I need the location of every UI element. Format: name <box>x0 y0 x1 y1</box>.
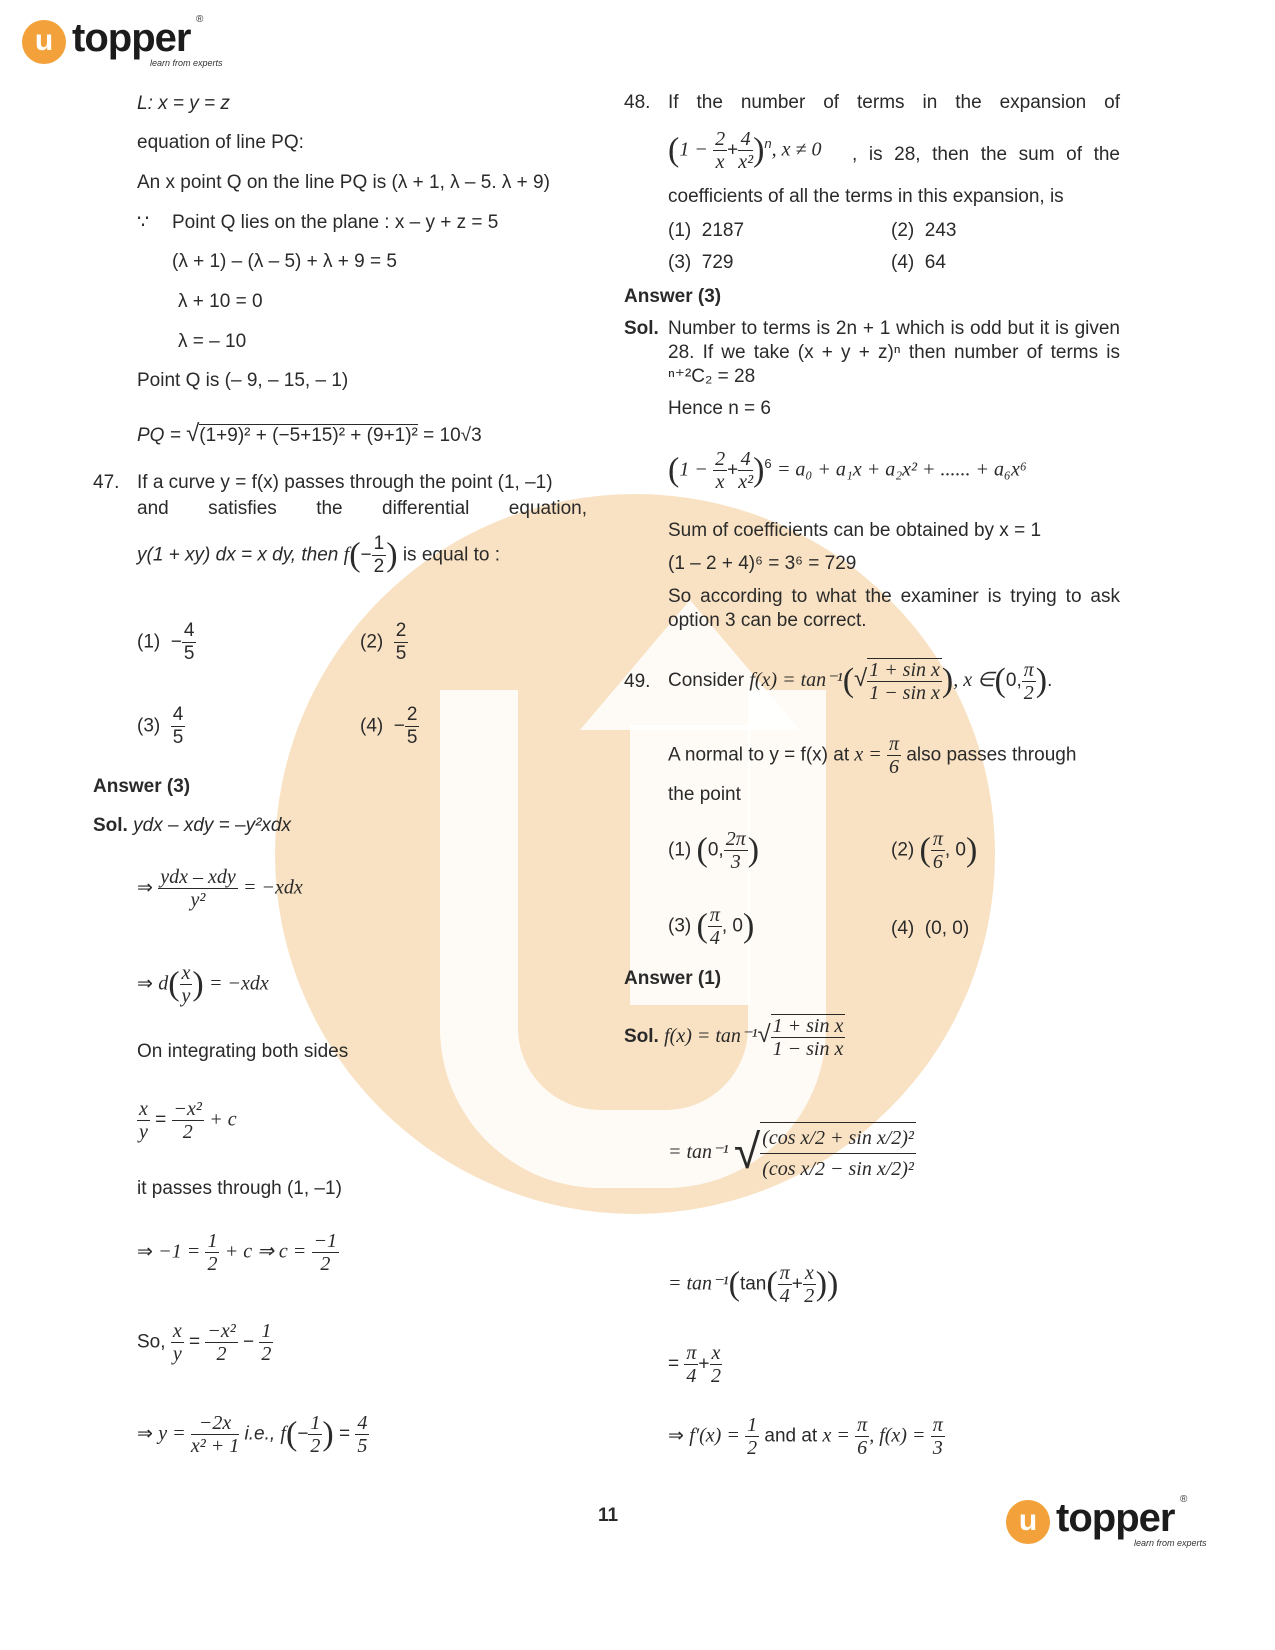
q49-s4-eq: = <box>668 1353 680 1375</box>
q47-step5-so: So, <box>137 1331 166 1353</box>
q49-s5-a: f′(x) = <box>689 1424 740 1447</box>
q47-step1 <box>137 866 303 911</box>
q47-step4-den: 2 <box>207 1253 218 1275</box>
implies-icon: ⇒ <box>137 973 153 995</box>
q47-step5-den: 2 <box>216 1343 227 1365</box>
q47-option-2 <box>360 620 408 665</box>
q47-step3: $\frac{x}{y}$ = $\frac{\text{−x²}}{2}$ + c <box>139 1098 237 1143</box>
q47-option-2-num: 2 <box>395 620 407 641</box>
q49-s5-d: 2 <box>747 1437 758 1459</box>
q47-answer: Answer (3) <box>93 776 191 797</box>
q48-expr-d2: x² <box>738 151 754 173</box>
q49-sol-line4 <box>668 1342 722 1387</box>
q48-expr-pow: n <box>764 136 772 152</box>
logo-wordmark: topper <box>72 16 191 60</box>
q47-option-1-sign: − <box>170 631 182 653</box>
implies-icon: ⇒ <box>137 1423 153 1445</box>
q47-option-4-num: 2 <box>406 704 418 725</box>
q47-option-3-den: 5 <box>172 727 184 748</box>
q47-step5-minus: − <box>243 1331 255 1353</box>
q47-option-3 <box>137 704 185 749</box>
q48-option-4-label: (4) <box>891 252 915 273</box>
pq-rhs: = 10√3 <box>423 425 482 446</box>
q49-s5-f: , f(x) = <box>869 1424 926 1447</box>
q47-step2-num: x <box>181 962 191 984</box>
q48-expr-n2: 4 <box>738 128 753 151</box>
line-l: L: x = y = z <box>137 93 230 114</box>
implies-icon: ⇒ <box>137 877 153 899</box>
q47-integrating: On integrating both sides <box>137 1041 349 1062</box>
q49-s3-tan: tan <box>739 1273 767 1295</box>
because-symbol: ∵ <box>137 212 150 233</box>
q49-normal-x: x = <box>854 743 882 766</box>
q49-normal-num: π <box>889 733 900 755</box>
q47-option-1 <box>137 620 196 665</box>
q47-option-1-den: 5 <box>183 643 195 664</box>
q49-dom-zero: 0, <box>1005 670 1022 692</box>
q47-sol-line: ydx – xdy = –y²xdx <box>133 815 291 836</box>
q47-step5-num2: 1 <box>261 1320 272 1342</box>
q47-step6-eq: = <box>339 1423 351 1445</box>
q48-exp-n2: 4 <box>738 448 753 471</box>
q47-solution-first <box>93 814 291 838</box>
q47-step3-rnum: −x² <box>173 1098 202 1120</box>
q49-rad-num: 1 + sin x <box>869 659 940 681</box>
line-plane: Point Q lies on the plane : x – y + z = 5 <box>172 212 499 233</box>
q49-dom-den: 2 <box>1023 681 1034 704</box>
pq-distance <box>137 422 482 448</box>
q47-line2: and satisfies the differential equation, <box>137 498 587 519</box>
q47-step4-rden: 2 <box>320 1253 331 1275</box>
page-number: 11 <box>598 1505 619 1526</box>
q47-arg-den: 2 <box>373 556 385 577</box>
q48-option-3-label: (3) <box>668 252 692 273</box>
q47-option-3-num: 4 <box>172 704 184 725</box>
q47-option-4-sign: − <box>393 715 405 737</box>
q47-option-2-den: 5 <box>395 643 407 664</box>
q49-option-2-label: (2) <box>891 839 915 861</box>
implies-icon: ⇒ <box>137 1241 153 1263</box>
q48-expr-cond: , x ≠ 0 <box>771 138 822 161</box>
q49-sol-line3: = tan⁻¹(tan( $\frac{\pi}{4}$ + $\frac{x}{2}$ )) <box>668 1262 839 1307</box>
sqrt-icon: √ <box>757 1021 771 1049</box>
q48-line1: If the number of terms in the expansion of <box>668 92 1120 113</box>
q49-s3-d1: 4 <box>779 1285 790 1307</box>
q47-step2-den: y <box>181 985 191 1007</box>
q47-line1: If a curve y = f(x) passes through the point (1, –1) <box>137 472 553 493</box>
q48-expr-d1: x <box>715 151 725 173</box>
q49-s4-d1: 4 <box>686 1365 697 1387</box>
q49-sol-rad-den: 1 − sin x <box>772 1038 844 1060</box>
line-point-q: An x point Q on the line PQ is (λ + 1, λ – 5. λ + 9) <box>137 172 550 193</box>
sqrt-icon: √ <box>186 420 200 447</box>
q47-step1-den: y² <box>190 889 206 911</box>
q49-f-def: f(x) = tan⁻¹ <box>749 669 843 692</box>
q48-sum-coeff: Sum of coefficients can be obtained by x = 1 <box>668 520 1042 541</box>
q47-step4-a: −1 = <box>158 1240 201 1263</box>
q47-number: 47. <box>93 472 120 493</box>
sqrt-icon: √ <box>854 665 868 693</box>
q48-exp-d1: x <box>715 471 725 493</box>
q48-option-3-value: 729 <box>701 252 734 273</box>
q49-s3-eq: = tan⁻¹ <box>668 1272 729 1295</box>
q48-hence: Hence n = 6 <box>668 398 771 419</box>
q49-sol-rad-num: 1 + sin x <box>772 1015 844 1037</box>
footer-logo-registered: ® <box>1180 1494 1188 1505</box>
q49-number: 49. <box>624 671 651 692</box>
q47-step6-rden: 5 <box>357 1435 368 1457</box>
q49-option-3: (3) ( $\frac{\pi}{4}$ , 0) <box>668 904 755 949</box>
q49-normal <box>668 733 1076 778</box>
q48-option-1 <box>668 219 744 243</box>
q47-step5-lnum: x <box>172 1320 182 1342</box>
q49-option-3-b: , 0 <box>721 915 743 937</box>
q47-step6-den: x² + 1 <box>190 1435 240 1457</box>
q47-step2: ⇒ d( $\frac{x}{y}$ ) = −xdx <box>137 962 269 1007</box>
footer-logo-u-icon: u <box>1006 1500 1050 1544</box>
q49-s5-xn: π <box>857 1414 868 1436</box>
q47-step6-argnum: 1 <box>310 1412 321 1434</box>
line-substitution: (λ + 1) – (λ – 5) + λ + 9 = 5 <box>172 251 397 272</box>
q49-s3-n1: π <box>779 1262 790 1284</box>
q49-option-4-value: (0, 0) <box>924 918 970 939</box>
q49-sol-line5 <box>668 1414 945 1459</box>
q49-definition: Consider f(x) = tan⁻¹(√ $\frac{\text{1 + sin x}}{\text{1 − sin x}}$ ), x ∈(0, $\frac{\pi}{2}$ ). <box>668 658 1053 704</box>
q49-normal-den: 6 <box>889 756 900 778</box>
q49-sol-f: f(x) = tan⁻¹ <box>664 1025 758 1048</box>
q48-expression: (1 − $\frac{2}{x}$ + $\frac{4}{\text{x²}}$ )$^n$, x ≠ 0 <box>668 128 822 173</box>
q48-option-1-value: 2187 <box>701 220 745 241</box>
q47-line3: y(1 + xy) dx = x dy, then f(− $\frac{1}{2}$ ) is equal to : <box>137 533 500 577</box>
q49-option-3-num: π <box>709 904 720 926</box>
q47-option-2-label: (2) <box>360 631 384 653</box>
q47-option-3-label: (3) <box>137 715 161 737</box>
q47-step1-num: ydx – xdy <box>160 866 236 888</box>
q47-option-1-num: 4 <box>183 620 195 641</box>
q49-sol-line2 <box>668 1122 916 1184</box>
q48-option-2 <box>891 219 957 243</box>
q49-s4-n2: x <box>711 1342 721 1364</box>
q49-option-1-a: 0, <box>707 839 724 861</box>
pq-lhs: PQ = <box>137 425 181 446</box>
q49-s5-fn: π <box>932 1414 943 1436</box>
q47-step1-rhs: = −xdx <box>243 876 303 899</box>
q47-passes: it passes through (1, –1) <box>137 1178 342 1199</box>
q47-step6: ⇒ y = $\frac{-2x}{\text{x² + 1}}$ i.e., f(− $\frac{1}{2}$ ) = $\frac{4}{5}$ <box>137 1412 368 1457</box>
q49-option-3-den: 4 <box>709 927 720 949</box>
q49-option-4 <box>891 917 969 941</box>
q47-step6-ie: i.e., <box>244 1423 276 1445</box>
q49-s5-n: 1 <box>747 1414 758 1436</box>
q47-step6-rnum: 4 <box>357 1412 368 1434</box>
q47-step2-rhs: = −xdx <box>209 972 269 995</box>
q49-s5-fd: 3 <box>932 1437 943 1459</box>
q47-arg-sign: − <box>360 544 372 566</box>
q47-step4 <box>137 1230 339 1275</box>
q49-option-1-label: (1) <box>668 839 692 861</box>
q47-step4-b: + c ⇒ c = <box>224 1240 307 1263</box>
q49-s2-num: (cos x/2 + sin x/2)² <box>760 1123 916 1154</box>
q49-period: . <box>1047 670 1053 692</box>
q47-sol-label: Sol. <box>93 815 128 836</box>
q48-sol-text: Number to terms is 2n + 1 which is odd but it is given 28. If we take (x + y + z)ⁿ then number of terms is ⁿ⁺²C₂ = 28 <box>668 318 1120 387</box>
line-lambda-eq: λ + 10 = 0 <box>178 291 263 312</box>
q49-s3-plus: + <box>791 1273 803 1295</box>
q47-step3-lnum: x <box>139 1098 148 1120</box>
q48-number: 48. <box>624 92 651 113</box>
q48-calc: (1 – 2 + 4)⁶ = 3⁶ = 729 <box>668 553 857 574</box>
q48-expansion: (1 − $\frac{2}{x}$ + $\frac{4}{\text{x²}}$ )$^6$ = a₀ + a₁x + a₂x² + ...... + a₆x⁶ <box>668 448 1027 493</box>
q47-line3a: y(1 + xy) dx = x dy, then <box>137 544 339 566</box>
q49-option-2: (2) ( $\frac{\pi}{6}$ , 0) <box>891 828 978 873</box>
q47-step2-d: d <box>158 972 169 995</box>
q47-step5-lden: y <box>172 1343 182 1365</box>
q48-answer: Answer (3) <box>624 286 722 307</box>
q47-step6-argden: 2 <box>310 1435 321 1457</box>
q47-f: f <box>343 543 350 566</box>
q49-sol-line1 <box>624 1014 845 1060</box>
footer-logo-tagline: learn from experts <box>1134 1538 1207 1548</box>
q48-exp-rhs: = a₀ + a₁x + a₂x² + ...... + a₆x⁶ <box>776 458 1027 481</box>
q48-option-2-value: 243 <box>924 220 957 241</box>
q49-option-1-num: 2π <box>725 828 746 850</box>
q47-arg-num: 1 <box>373 533 385 554</box>
q48-expr-n1: 2 <box>715 128 726 150</box>
q47-option-4 <box>360 704 419 749</box>
logo-registered: ® <box>196 14 204 25</box>
q47-step6-num: −2x <box>191 1412 239 1435</box>
line-equation-pq: equation of line PQ: <box>137 132 304 153</box>
q49-s4-d2: 2 <box>710 1365 721 1387</box>
q48-option-2-label: (2) <box>891 220 915 241</box>
q48-sol-label: Sol. <box>624 318 659 339</box>
q49-option-1-den: 3 <box>730 851 741 873</box>
q47-option-4-den: 5 <box>406 727 418 748</box>
q49-s5-xd: 6 <box>857 1437 868 1459</box>
q49-consider: Consider <box>668 670 745 692</box>
line-lambda-value: λ = – 10 <box>178 331 247 352</box>
q49-option-4-label: (4) <box>891 918 915 939</box>
q49-normal-a: A normal to y = f(x) at <box>668 744 850 766</box>
q47-line3b: is equal to : <box>402 544 500 566</box>
q48-line3: coefficients of all the terms in this expansion, is <box>668 186 1064 207</box>
q49-option-2-num: π <box>932 828 943 850</box>
q48-exp-d2: x² <box>738 471 754 493</box>
q49-domain: , x ∈ <box>953 669 995 692</box>
line-point-q-value: Point Q is (– 9, – 15, – 1) <box>137 370 349 391</box>
q49-answer: Answer (1) <box>624 968 722 989</box>
q49-s5-x: x = <box>822 1424 850 1447</box>
q49-s3-d2: 2 <box>804 1285 815 1307</box>
q47-step3-c: + c <box>209 1108 237 1131</box>
q49-sol-label: Sol. <box>624 1026 659 1048</box>
q47-step6-y: y = <box>158 1422 186 1445</box>
q47-step3-lden: y <box>139 1121 148 1143</box>
q47-step5: So, $\frac{x}{y}$ = $\frac{\text{−x²}}{2}$ − $\frac{1}{2}$ <box>137 1320 272 1365</box>
q49-s2-eq: = tan⁻¹ <box>668 1141 729 1164</box>
q47-step6-f: f <box>280 1422 286 1445</box>
logo-tagline: learn from experts <box>150 58 223 68</box>
q48-option-4-value: 64 <box>924 252 946 273</box>
q49-option-2-den: 6 <box>932 851 943 873</box>
q48-line2: , is 28, then the sum of the <box>852 144 1120 165</box>
q49-s3-n2: x <box>804 1262 814 1284</box>
q47-step5-num: −x² <box>207 1320 236 1342</box>
q49-normal-b: also passes through <box>906 744 1077 766</box>
footer-logo-wordmark: topper <box>1056 1496 1175 1540</box>
q48-expr-one: 1 − <box>679 138 708 161</box>
q48-option-1-label: (1) <box>668 220 692 241</box>
q47-option-1-label: (1) <box>137 631 161 653</box>
q47-step5-den2: 2 <box>261 1343 272 1365</box>
q48-option-3 <box>668 251 734 275</box>
q49-the-point: the point <box>668 784 741 805</box>
q47-step3-rden: 2 <box>182 1121 193 1143</box>
q49-dom-num: π <box>1023 658 1034 681</box>
q49-s2-den: (cos x/2 − sin x/2)² <box>762 1158 914 1180</box>
q48-exp-pow: 6 <box>764 456 772 472</box>
q49-s4-plus: + <box>698 1353 710 1375</box>
q49-option-2-b: , 0 <box>944 839 966 861</box>
pq-radicand: (1+9)² + (−5+15)² + (9+1)² <box>199 425 418 446</box>
q49-option-3-label: (3) <box>668 915 692 937</box>
q48-exp-n1: 2 <box>715 448 726 470</box>
q48-option-4 <box>891 251 946 275</box>
logo-u-icon: u <box>22 20 66 64</box>
q47-step4-num: 1 <box>207 1230 218 1252</box>
q49-option-1: (1) (0, $\frac{2\pi}{3}$ ) <box>668 828 760 873</box>
q49-s4-n1: π <box>686 1342 697 1364</box>
q47-option-4-label: (4) <box>360 715 384 737</box>
sqrt-icon: √ <box>733 1126 761 1179</box>
implies-icon: ⇒ <box>668 1425 684 1447</box>
q48-expr-plus: + <box>727 139 739 161</box>
q49-rad-den: 1 − sin x <box>869 682 940 704</box>
q47-step4-rnum: −1 <box>313 1230 338 1252</box>
q48-note: So according to what the examiner is trying to ask option 3 can be correct. <box>668 586 1120 631</box>
q49-s5-and: and at <box>764 1425 818 1447</box>
